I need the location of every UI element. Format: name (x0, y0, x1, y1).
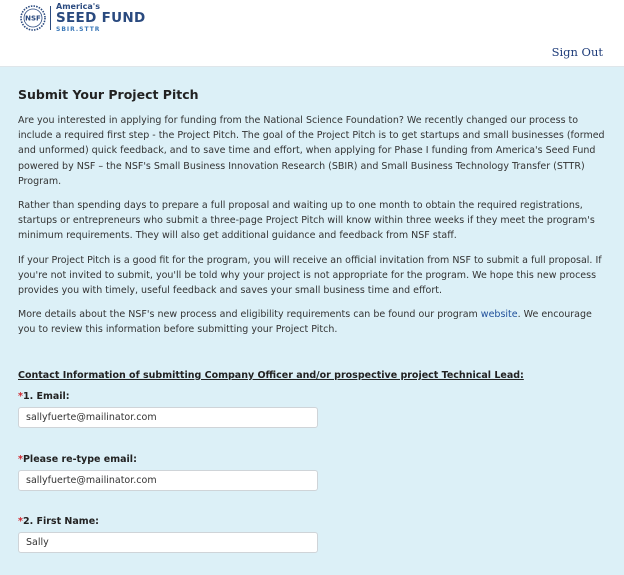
program-website-link[interactable]: website (480, 309, 518, 321)
seed-fund-logo[interactable] (20, 3, 145, 33)
required-marker: * (18, 391, 23, 402)
confirm-email-field-group (18, 454, 137, 465)
first-name-input[interactable] (18, 532, 318, 553)
first-name-field-group (18, 516, 99, 527)
email-field-group (18, 391, 70, 402)
site-header (0, 0, 624, 67)
sign-out-link[interactable]: Sign Out (551, 45, 603, 59)
intro-paragraph-4 (18, 307, 610, 337)
logo-small-text: America's (56, 2, 100, 11)
page-title: Submit Your Project Pitch (18, 87, 199, 102)
email-input[interactable] (18, 407, 318, 428)
intro-paragraph-2: Rather than spending days to prepare a full proposal and waiting up to one month to obtain the required registrations, startups or entrepreneurs who submit a three-page Project Pitch will know within three weeks if they meet the program's minimum requirements. They will also get additional guidance and feedback from NSF staff. (18, 200, 595, 242)
pitch-intro (0, 87, 624, 381)
nsf-seal-icon (20, 5, 46, 31)
confirm-email-label (18, 454, 137, 465)
first-name-label-text: 2. First Name: (22, 516, 99, 527)
confirm-email-input[interactable] (18, 470, 318, 491)
paragraph-4-end: . We encourage you to review this information before submitting your Project Pitch. (18, 309, 592, 336)
seal-text: NSF (25, 14, 41, 23)
email-label-text: 1. Email: (22, 391, 70, 402)
paragraph-4-start: More details about the NSF's new process and eligibility requirements can be found our program (18, 309, 481, 321)
logo-sub-text: SBIR.STTR (56, 25, 101, 33)
logo-divider (50, 6, 51, 30)
email-label (18, 391, 70, 402)
main-content (0, 67, 624, 575)
intro-paragraph-3: If your Project Pitch is a good fit for the program, you will receive an official invitation from NSF to submit a full proposal. If you're not invited to submit, you'll be told why your project is not appropriate for the program. We hope this new process provides you with timely, useful feedback and saves your small business time and effort. (18, 254, 602, 297)
logo-wordmark (56, 3, 145, 33)
required-marker: * (18, 454, 23, 465)
contact-section-heading: Contact Information of submitting Company Officer and/or prospective project Technical Lead: (18, 369, 524, 381)
required-marker: * (18, 516, 23, 527)
confirm-email-label-text: Please re-type email: (22, 454, 137, 465)
intro-paragraph-1: Are you interested in applying for funding from the National Science Foundation? We recently changed our process to include a required first step - the Project Pitch. The goal of the Project Pitch is to get startups and small businesses (formed and unformed) quick feedback, and to save time and effort, when applying for Phase I funding from America's Seed Fund powered by NSF – the NSF's Small Business Innovation Research (SBIR) and Small Business Technology Transfer (STTR) Program. (18, 115, 605, 187)
logo-big-text: SEED FUND (56, 10, 146, 26)
first-name-label (18, 516, 99, 527)
